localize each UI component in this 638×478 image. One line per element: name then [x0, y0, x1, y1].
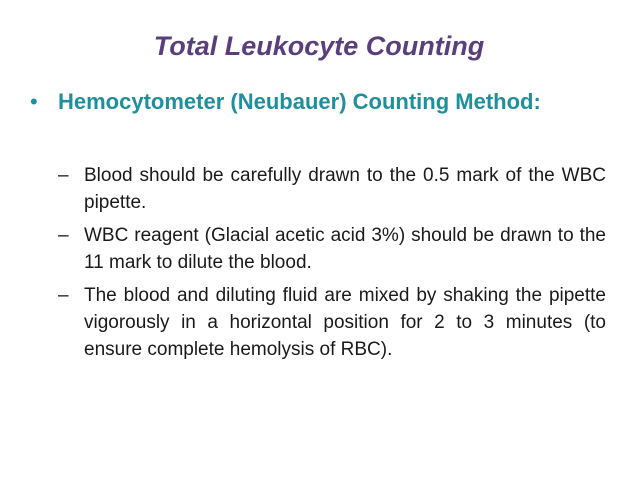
- sub-bullet-marker: –: [58, 165, 69, 186]
- sub-bullet-text: Blood should be carefully drawn to the 0.5 mark of the WBC pipette.: [84, 165, 606, 213]
- sub-bullet-text: WBC reagent (Glacial acetic acid 3%) should be drawn to the 11 mark to dilute the blood.: [84, 225, 606, 273]
- sub-bullet-marker: –: [58, 285, 69, 306]
- sub-bullet-text: The blood and diluting fluid are mixed by shaking the pipette vigorously in a horizontal position for 2 to 3 minutes (to ensure complete hemolysis of RBC).: [84, 285, 606, 360]
- sub-bullet-marker: –: [58, 225, 69, 246]
- sub-bullet-item: [58, 282, 606, 363]
- sub-bullet-list: [58, 162, 606, 369]
- sub-bullet-item: [58, 162, 606, 216]
- bullet-marker: •: [30, 89, 38, 114]
- slide-title: Total Leukocyte Counting: [153, 31, 485, 61]
- main-bullet-text: Hemocytometer (Neubauer) Counting Method:: [58, 89, 541, 114]
- sub-bullet-item: [58, 222, 606, 276]
